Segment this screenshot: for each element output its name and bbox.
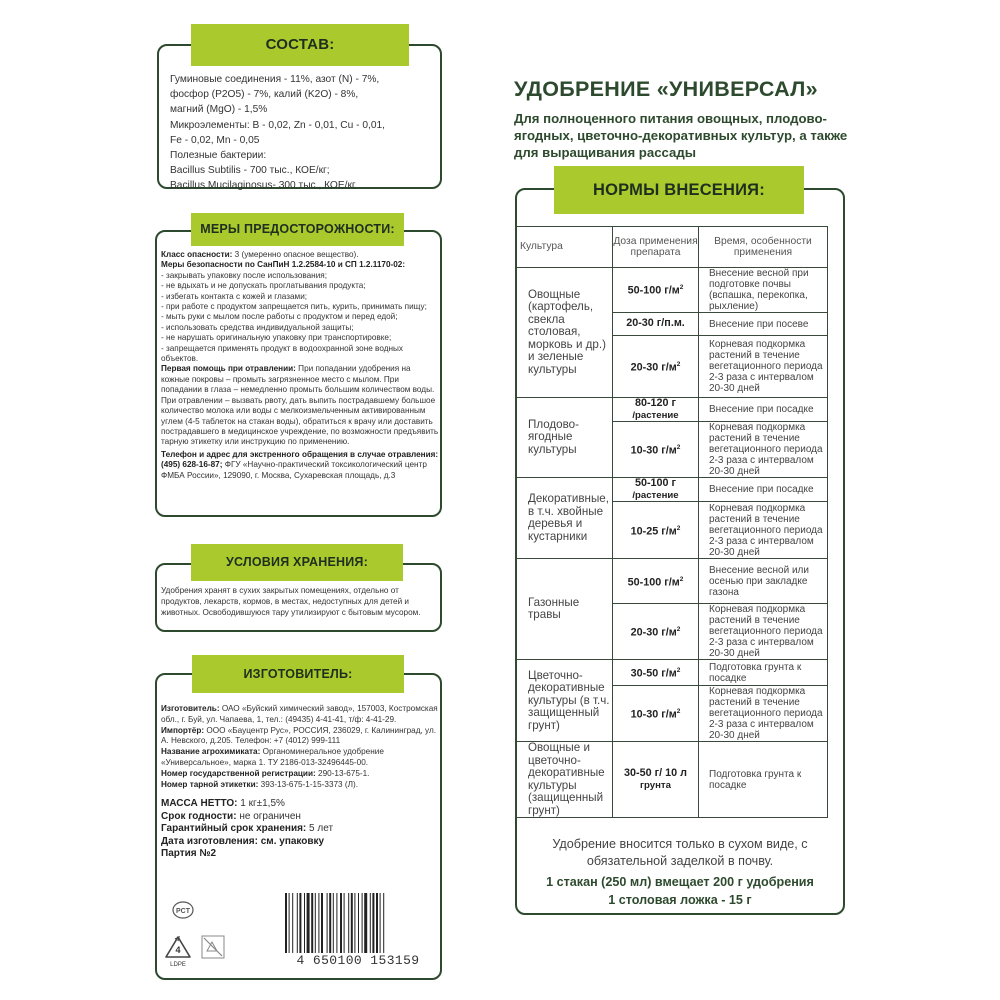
header-time: Время, особенности применения <box>699 227 828 268</box>
table-row <box>516 478 828 502</box>
safety-rule: - избегать контакта с кожей и глазами; <box>161 291 308 301</box>
dose-value: 50-100 г <box>634 477 677 490</box>
recycle-code: 4 <box>175 945 181 955</box>
measure-spoon: 1 столовая ложка - 15 г <box>608 892 752 907</box>
dose-value: 10-30 г/м <box>630 708 677 721</box>
application-note-cell: Подготовка грунта к посадке <box>699 742 828 818</box>
composition-line: Полезные бактерии: <box>170 150 267 162</box>
crop-cell: Овощные и цветочно-декоративные культуры (защищенный грунт) <box>516 742 613 818</box>
dose-unit-exponent: 2 <box>676 524 681 532</box>
safety-rule: - не вдыхать и не допускать проглатывания продукта; <box>161 281 366 291</box>
maker-text: ОАО «Буйский химический завод», 157003, Костромская обл., г. Буй, ул. Чапаева, 1, тел.: (49435) 4-41-41, т/ф: 4-41-29. <box>161 704 438 724</box>
dose-unit-exponent: 2 <box>676 626 681 634</box>
measure-cup: 1 стакан (250 мл) вмещает 200 г удобрения <box>546 875 814 889</box>
safety-rule: - при работе с продуктом запрещается пить, курить, принимать пищу; <box>161 302 427 312</box>
barcode-bar <box>362 893 363 953</box>
measure-notes <box>515 874 845 909</box>
barcode-bar <box>333 893 334 953</box>
dose-unit: /растение <box>632 489 679 501</box>
dose-cell <box>613 478 699 502</box>
crop-cell: Цветочно-декоративные культуры (в т.ч. защищенный грунт) <box>516 660 613 742</box>
dose-value: 50-100 г/м <box>627 576 680 589</box>
table-row <box>516 660 828 686</box>
barcode-bar <box>351 893 353 953</box>
table-row <box>516 742 828 818</box>
barcode-bar <box>376 893 378 953</box>
safety-rule: - мыть руки с мылом после работы с продуктом и перед едой; <box>161 312 398 322</box>
hazard-class-label: Класс опасности: <box>161 250 233 259</box>
barcode-bar <box>348 893 349 953</box>
dose-cell <box>613 422 699 478</box>
dose-value: 30-50 г/ 10 л <box>624 767 687 780</box>
safety-rule: - не нарушать оригинальную упаковку при транспортировке; <box>161 333 392 343</box>
emergency-phone-text: ФГУ «Научно-практический токсикологический центр ФМБА России», 129090, г. Москва, Сухаревская площадь, д.3 <box>161 460 427 480</box>
dose-cell <box>613 313 699 336</box>
dose-cell <box>613 502 699 559</box>
barcode-bar <box>318 893 319 953</box>
dose-value: 10-25 г/м <box>630 525 677 538</box>
dose-unit-exponent: 2 <box>679 575 684 583</box>
barcode-bar <box>372 893 374 953</box>
dose-cell <box>613 336 699 398</box>
composition-line: Fe - 0,02, Mn - 0,05 <box>170 134 260 146</box>
registration-number: 290-13-675-1. <box>315 768 370 778</box>
importer-text: ООО «Бауцентр Рус», РОССИЯ, 236029, г. Калининград, ул. А. Невского, д.205. Телефон: +7 (4012) 999-111 <box>161 725 437 746</box>
barcode-bar <box>311 893 313 953</box>
barcode-bar <box>380 893 381 953</box>
barcode-bar <box>340 893 342 953</box>
emergency-phone-label: Телефон и адрес для экстренного обращения в случае отравления: (495) 628-16-87; <box>161 449 439 470</box>
crop-cell: Плодово-ягодные культуры <box>516 398 613 478</box>
label-number-label: Номер тарной этикетки: <box>161 779 259 789</box>
safety-rule: - закрывать упаковку после использования; <box>161 270 327 280</box>
maker-label: Изготовитель: <box>161 704 220 713</box>
safety-rules-label: Меры безопасности по СанПиН 1.2.2584-10 и СП 1.2.1170-02: <box>161 260 406 270</box>
dose-cell <box>613 604 699 660</box>
crop-cell: Декоративные, в т.ч. хвойные деревья и кустарники <box>516 478 613 559</box>
dose-value: 20-30 г/м <box>630 361 677 374</box>
barcode-bar <box>354 893 355 953</box>
warranty-label: Гарантийный срок хранения: <box>161 823 307 835</box>
dose-unit-exponent: 2 <box>676 708 681 716</box>
dose-value: 50-100 г/м <box>627 285 680 297</box>
barcode-bar <box>383 893 384 953</box>
table-body <box>516 268 828 818</box>
manufacturer-title: ИЗГОТОВИТЕЛЬ: <box>192 655 404 693</box>
agrochemical-name-text: Органоминеральное удобрение «Универсальное», марка 1. ТУ 2186-013-32496445-00. <box>161 747 384 767</box>
barcode-bar <box>304 893 305 953</box>
barcode-bar <box>292 893 293 953</box>
barcode-bar <box>289 893 290 953</box>
application-note-cell: Корневая подкормка растений в течение вегетационного периода 2-3 раза с интервалом 20-30 дней <box>699 502 828 559</box>
warranty-value: 5 лет <box>306 823 334 835</box>
dose-value: 30-50 г/м <box>630 667 677 680</box>
table-header-row <box>516 227 828 268</box>
composition-line: Bacillus Mucilaginosus- 300 тыс., КОЕ/кг. <box>170 180 358 192</box>
header-dose: Доза применения препарата <box>613 227 699 268</box>
shelf-life-label: Срок годности: <box>161 810 237 822</box>
net-mass-label: МАССА НЕТТО: <box>161 798 238 810</box>
barcode-bar <box>327 893 328 953</box>
application-note-cell: Подготовка грунта к посадке <box>699 660 828 686</box>
application-note-cell: Внесение при посадке <box>699 398 828 422</box>
product-subtitle: Для полноценного питания овощных, плодово-ягодных, цветочно-декоративных культур, а также для выращивания рассады <box>514 111 848 160</box>
precautions-text <box>161 250 439 481</box>
barcode-bar <box>336 893 337 953</box>
storage-title: УСЛОВИЯ ХРАНЕНИЯ: <box>191 544 403 581</box>
label-number: 393-13-675-1-15-3373 (Л). <box>258 779 358 789</box>
dose-cell <box>613 268 699 313</box>
dose-unit-exponent: 2 <box>676 444 681 452</box>
certification-mark-icon <box>172 901 194 919</box>
application-note-cell: Внесение при посеве <box>699 313 828 336</box>
composition-text <box>170 72 435 194</box>
dose-unit-exponent: 2 <box>679 284 684 292</box>
barcode-bar <box>297 893 298 953</box>
application-note: Удобрение вносится только в сухом виде, с обязательной заделкой в почву. <box>552 837 808 868</box>
header-crop: Культура <box>516 227 613 268</box>
application-rates-table <box>515 226 828 818</box>
table-row <box>516 398 828 422</box>
barcode-bar <box>344 893 345 953</box>
first-aid-text: При попадании удобрения на кожные покровы – промыть загрязненное место с мылом. При попадании в глаза – немедленно промыть большим количеством воды. При отравлении – вызвать рвоту, дать выпить пострадавшему большое количество молока или воды с мелкоизмельченным активированным углем (4-5 таблеток на стакан воды), обратиться к врачу или доставить пострадавшего в медицинское учреждение, по возможности предъявить тарную этикетку или инструкцию по применению. <box>161 364 439 447</box>
composition-line: Гуминовые соединения - 11%, азот (N) - 7%, <box>170 74 380 85</box>
safety-rule: - запрещается применять продукт в водоохранной зоне водных объектов. <box>161 343 403 364</box>
barcode-bar <box>285 893 287 953</box>
dose-cell <box>613 559 699 604</box>
crop-cell: Овощные (картофель, свекла столовая, морковь и др.) и зеленые культуры <box>516 268 613 398</box>
dose-unit-exponent: 2 <box>676 667 681 675</box>
registration-label: Номер государственной регистрации: <box>161 768 316 778</box>
shelf-life-value: не ограничен <box>236 810 301 822</box>
application-note-cell: Внесение при посадке <box>699 478 828 502</box>
first-aid-label: Первая помощь при отравлении: <box>161 364 296 374</box>
hazard-class-value: 3 (умеренно опасное вещество). <box>232 250 359 259</box>
barcode-bar <box>307 893 310 953</box>
barcode-bar <box>315 893 316 953</box>
not-for-food-icon <box>200 934 226 960</box>
barcode-bar <box>370 893 371 953</box>
barcode-icon <box>283 893 431 955</box>
dose-cell <box>613 660 699 686</box>
dose-unit: грунта <box>640 779 671 791</box>
importer-label: Импортёр: <box>161 725 205 735</box>
production-date: Дата изготовления: см. упаковку <box>161 835 325 847</box>
barcode-bar <box>321 893 323 953</box>
composition-line: Микроэлементы: B - 0,02, Zn - 0,01, Cu - 0,01, <box>170 119 385 131</box>
barcode-bar <box>358 893 359 953</box>
dose-value: 10-30 г/м <box>630 444 677 457</box>
net-mass-value: 1 кг±1,5% <box>237 798 285 810</box>
barcode-bar <box>364 893 367 953</box>
dose-cell <box>613 742 699 818</box>
application-rates-title: НОРМЫ ВНЕСЕНИЯ: <box>554 166 804 214</box>
composition-line: магний (MgO) - 1,5% <box>170 104 268 116</box>
dose-unit: /растение <box>632 409 679 421</box>
application-note-cell: Корневая подкормка растений в течение вегетационного периода 2-3 раза с интервалом 20-30 дней <box>699 422 828 478</box>
agrochemical-name-label: Название агрохимиката: <box>161 747 261 757</box>
application-note-cell: Корневая подкормка растений в течение вегетационного периода 2-3 раза с интервалом 20-30 дней <box>699 686 828 742</box>
barcode-digits: 4 650100 153159 <box>296 953 420 968</box>
dose-cell <box>613 686 699 742</box>
batch-number: Партия №2 <box>161 848 217 860</box>
recycle-label: LDPE <box>170 962 186 968</box>
dose-value: 20-30 г/п.м. <box>626 317 685 330</box>
composition-line: Bacillus Subtilis - 700 тыс., КОЕ/кг; <box>170 165 330 177</box>
dose-unit-exponent: 2 <box>676 360 681 368</box>
application-note-cell: Внесение весной при подготовке почвы (вспашка, перекопка, рыхление) <box>699 268 828 313</box>
manufacturer-text <box>161 704 439 861</box>
application-note-cell: Корневая подкормка растений в течение вегетационного периода 2-3 раза с интервалом 20-30 дней <box>699 336 828 398</box>
dose-cell <box>613 398 699 422</box>
precautions-title: МЕРЫ ПРЕДОСТОРОЖНОСТИ: <box>191 213 404 246</box>
composition-title: СОСТАВ: <box>191 24 409 66</box>
table-row <box>516 559 828 604</box>
recycle-icon <box>163 934 193 968</box>
table-row <box>516 268 828 313</box>
application-note-cell: Внесение весной или осенью при закладке газона <box>699 559 828 604</box>
certification-mark-text: PCT <box>176 908 190 915</box>
product-title: УДОБРЕНИЕ «УНИВЕРСАЛ» <box>514 77 818 101</box>
dose-value: 20-30 г/м <box>630 626 677 639</box>
application-note-cell: Корневая подкормка растений в течение вегетационного периода 2-3 раза с интервалом 20-30 дней <box>699 604 828 660</box>
crop-cell: Газонные травы <box>516 559 613 660</box>
safety-rule: - использовать средства индивидуальной защиты; <box>161 322 354 332</box>
composition-line: фосфор (P2O5) - 7%, калий (K2O) - 8%, <box>170 89 359 101</box>
barcode-bar <box>329 893 331 953</box>
barcode-bar <box>299 893 301 953</box>
dose-value: 80-120 г <box>634 397 677 409</box>
storage-text: Удобрения хранят в сухих закрытых помещениях, отдельно от продуктов, лекарств, кормов, в местах, недоступных для детей и животных. Освободившуюся тару утилизируют с бытовым мусором. <box>161 586 421 617</box>
